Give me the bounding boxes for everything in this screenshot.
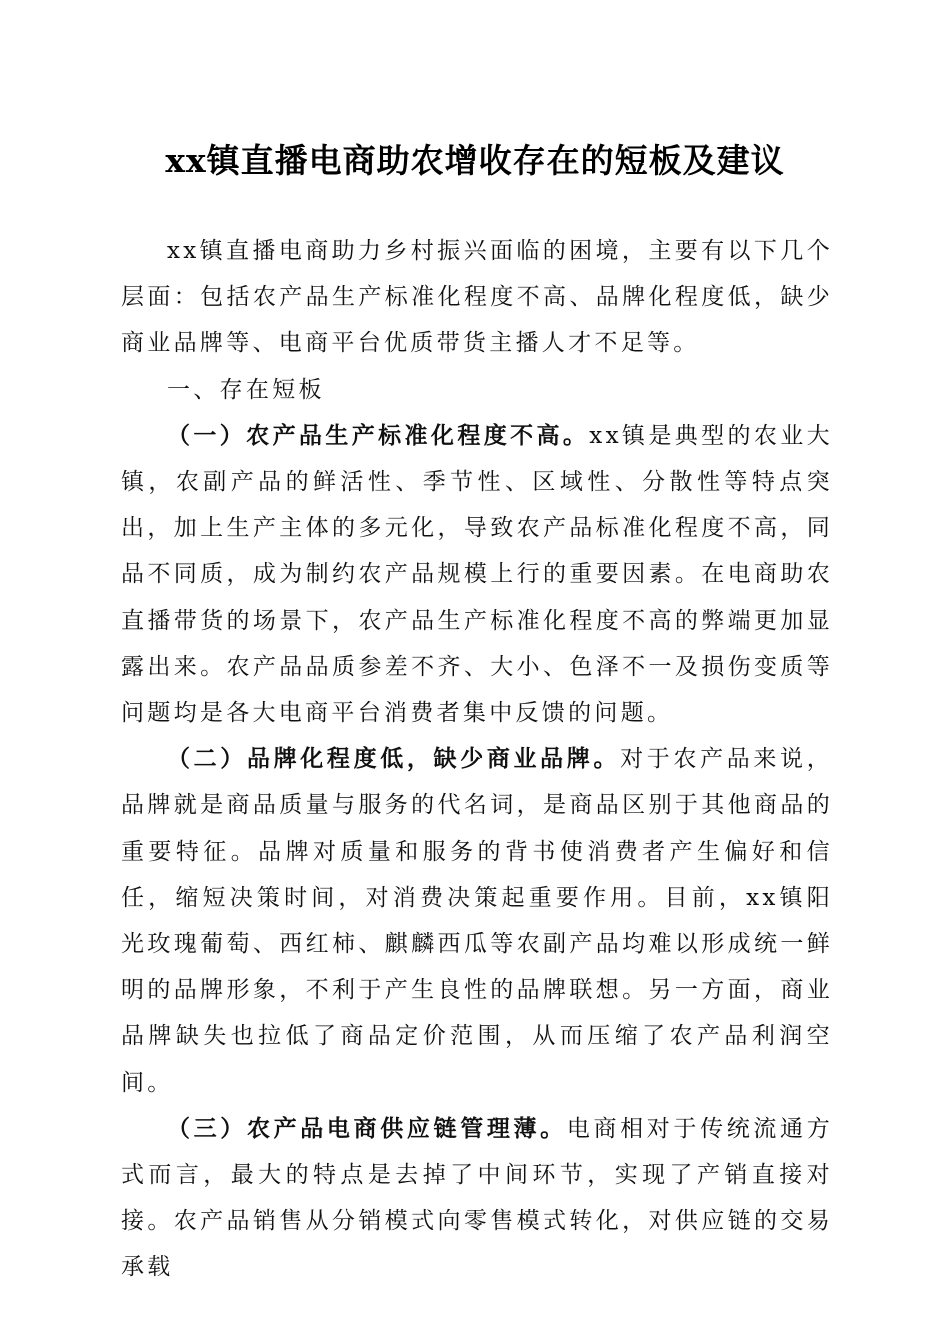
paragraph-text: 对于农产品来说，品牌就是商品质量与服务的代名词，是商品区别于其他商品的重要特征。品牌对质量和服务的背书使消费者产生偏好和信任，缩短决策时间，对消费决策起重要作用。目前，xx镇阳光玫瑰葡萄、西红柿、麒麟西瓜等农副产品均难以形成统一鲜明的品牌形象，不利于产生良性的品牌联想。另一方面，商业品牌缺失也拉低了商品定价范围，从而压缩了农产品利润空间。 (121, 746, 833, 1096)
paragraph-standardization (121, 413, 833, 736)
paragraph-supply-chain (121, 1106, 833, 1291)
intro-paragraph: xx镇直播电商助力乡村振兴面临的困境，主要有以下几个层面：包括农产品生产标准化程度不高、品牌化程度低，缺少商业品牌等、电商平台优质带货主播人才不足等。 (121, 238, 833, 357)
paragraph-text: 电商相对于传统流通方式而言，最大的特点是去掉了中间环节，实现了产销直接对接。农产品销售从分销模式向零售模式转化，对供应链的交易承载 (121, 1115, 834, 1281)
paragraph-lead: （二）品牌化程度低，缺少商业品牌。 (167, 745, 621, 773)
document-body (121, 228, 833, 1291)
paragraph-branding (121, 736, 833, 1106)
paragraph-lead: （三）农产品电商供应链管理薄。 (167, 1114, 567, 1142)
paragraph-lead: （一）农产品生产标准化程度不高。 (167, 421, 590, 449)
document-title: xx镇直播电商助农增收存在的短板及建议 (165, 141, 785, 180)
section-heading-shortcomings: 一、存在短板 (167, 376, 325, 403)
paragraph-text: xx镇是典型的农业大镇，农副产品的鲜活性、季节性、区域性、分散性等特点突出，加上生产主体的多元化，导致农产品标准化程度不高，同品不同质，成为制约农产品规模上行的重要因素。在电商助农直播带货的场景下，农产品生产标准化程度不高的弊端更加显露出来。农产品品质参差不齐、大小、色泽不一及损伤变质等问题均是各大电商平台消费者集中反馈的问题。 (121, 422, 833, 727)
